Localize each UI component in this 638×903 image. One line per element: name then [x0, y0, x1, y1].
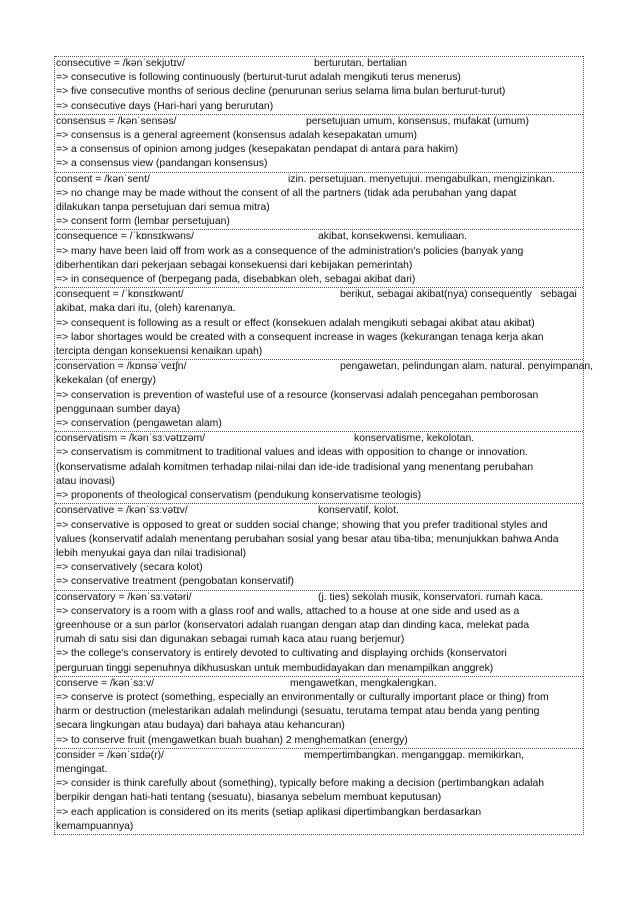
definition-line: atau inovasi) [56, 475, 115, 487]
dictionary-sheet [54, 56, 594, 835]
example-line: => consider is think carefully about (something), typically before making a decision (pertimbangkan adalah [56, 778, 545, 790]
headword-pronunciation: conservatory = /kənˈsɜːvətəri/ [56, 591, 192, 603]
headword-pronunciation: consequent = /ˈkɒnsɪkwənt/ [56, 289, 184, 301]
example-line: => conservation (pengawetan alam) [56, 418, 222, 430]
definition-line: mengingat. [56, 763, 108, 775]
dictionary-entry [55, 748, 583, 834]
example-line: => consent form (lembar persetujuan) [56, 216, 230, 228]
example-line: => many have been laid off from work as a consequence of the administration's policies (banyak yang [56, 245, 524, 257]
headword-pronunciation: conserve = /kənˈsɜːv/ [56, 677, 155, 689]
gloss-translation: akibat, konsekwensi. kemuliaan. [318, 231, 468, 243]
entry-headline [55, 749, 583, 763]
dictionary-entry [55, 676, 583, 748]
gloss-translation: berturutan. bertalian [314, 58, 407, 69]
headword-pronunciation: conservation = /kɒnsəˈveɪʃn/ [56, 361, 187, 373]
entry-headline [55, 57, 583, 71]
example-line: => the college's conservatory is entirely devoted to cultivating and displaying orchids (konservatori [56, 648, 507, 660]
example-line: => conserve is protect (something, especially an environmentally or culturally important place or thing) from [56, 691, 549, 703]
gloss-translation: izin. persetujuan. menyetujui. mengabulkan, mengizinkan. [288, 173, 555, 185]
definition-line: values (konservatif adalah menentang perubahan sosial yang besar atau tiba-tiba; menunjukkan bahwa Anda [56, 533, 559, 545]
example-line: => each application is considered on its merits (setiap aplikasi dipertimbangkan berdasarkan [56, 806, 482, 818]
definition-line: tercipta dengan konsekuensi kenaikan upah) [56, 346, 263, 358]
definition-line: dilakukan tanpa persetujuan dari semua mitra) [56, 202, 270, 214]
definition-line: perguruan tinggi sepenuhnya dikhususkan untuk membudidayakan dan menampilkan anggrek) [56, 662, 494, 674]
gloss-translation: (j. ties) sekolah musik, konservatori. rumah kaca. [318, 591, 544, 603]
entry-headline [55, 360, 594, 374]
definition-line: berpikir dengan hati-hati tentang (sesuatu), biasanya sebelum membuat keputusan) [56, 792, 442, 804]
definition-line: lebih menyukai gaya dan nilai tradisional) [56, 547, 247, 559]
example-line: => to conserve fruit (mengawetkan buah buahan) 2 menghematkan (energy) [56, 734, 408, 746]
example-line: => a consensus of opinion among judges (kesepakatan pendapat di antara para hakim) [56, 144, 459, 156]
example-line: => consequent is following as a result or effect (konsekuen adalah mengikuti sebagai akibat atau akibat) [56, 317, 535, 329]
definition-line: akibat, maka dari itu, (oleh) karenanya. [56, 303, 236, 315]
example-line: => labor shortages would be created with a consequent increase in wages (kekurangan tenaga kerja akan [56, 331, 544, 343]
headword-pronunciation: consecutive = /kənˈsekjʊtɪv/ [56, 58, 185, 69]
gloss-translation: persetujuan umum, konsensus, mufakat (umum) [306, 115, 529, 127]
gloss-translation: mempertimbangkan. menganggap. memikirkan, [304, 749, 525, 761]
dictionary-entry [55, 172, 583, 230]
example-line: => five consecutive months of serious decline (penurunan serius selama lima bulan berturut-turut) [56, 86, 506, 98]
headword-pronunciation: conservative = /kənˈsɜːvətɪv/ [56, 505, 188, 517]
dictionary-entry [55, 287, 583, 359]
example-line: => proponents of theological conservatism (pendukung konservatisme teologis) [56, 490, 422, 502]
gloss-translation: mengawetkan, mengkalengkan. [290, 677, 437, 689]
definition-line: harm or destruction (melestarikan adalah melindungi (sesuatu, terutama tempat atau benda yang penting [56, 706, 540, 718]
headword-pronunciation: consider = /kənˈsɪdə(r)/ [56, 749, 164, 761]
entry-headline [55, 115, 583, 129]
example-line: => conservative treatment (pengobatan konservatif) [56, 576, 294, 588]
dictionary-entry [55, 56, 583, 114]
example-line: => conservatively (secara kolot) [56, 562, 203, 574]
example-line: => in consequence of (berpegang pada, disebabkan oleh, sebagai akibat dari) [56, 274, 416, 286]
entry-headline [55, 173, 583, 187]
definition-line: kemampuannya) [56, 820, 134, 832]
definition-line: penggunaan sumber daya) [56, 403, 181, 415]
gloss-translation: konservatisme, kekolotan. [354, 433, 475, 445]
definition-line: rumah di satu sisi dan digunakan sebagai rumah kaca atau ruang berjemur) [56, 634, 405, 646]
example-line: => consensus is a general agreement (konsensus adalah kesepakatan umum) [56, 130, 418, 142]
headword-pronunciation: consent = /kənˈsent/ [56, 173, 150, 185]
entry-headline [55, 432, 583, 446]
dictionary-entry [55, 229, 583, 287]
entry-headline [55, 504, 583, 518]
example-line: => consecutive is following continuously (berturut-turut adalah mengikuti terus menerus) [56, 72, 461, 84]
entry-headline [55, 230, 583, 244]
definition-line: greenhouse or a sun parlor (konservatori adalah ruangan dengan atap dan dinding kaca, melekat pada [56, 619, 530, 631]
dictionary-entry [55, 431, 583, 503]
dictionary-entry [55, 114, 583, 172]
example-line: => a consensus view (pandangan konsensus) [56, 158, 268, 170]
gloss-translation: pengawetan, pelindungan alam. natural. penyimpanan, [340, 361, 594, 373]
headword-pronunciation: consensus = /kənˈsensəs/ [56, 115, 177, 127]
example-line: => conservatism is commitment to traditional values and ideas with opposition to change or innovation. [56, 447, 528, 459]
dictionary-entry [55, 590, 583, 676]
example-line: => conservatory is a room with a glass roof and walls, attached to a house at one side and used as a [56, 605, 520, 617]
example-line: => conservative is opposed to great or sudden social change; showing that you prefer traditional styles and [56, 519, 548, 531]
dictionary-entry [55, 359, 594, 431]
example-line: => no change may be made without the consent of all the partners (tidak ada perubahan yang dapat [56, 187, 517, 199]
entry-headline [55, 591, 583, 605]
dictionary-entry [55, 503, 583, 589]
example-line: => consecutive days (Hari-hari yang berurutan) [56, 100, 274, 112]
definition-line: kekekalan (of energy) [56, 375, 156, 387]
entry-headline [55, 288, 583, 302]
entry-headline [55, 677, 583, 691]
gloss-translation: konservatif, kolot. [318, 505, 399, 517]
headword-pronunciation: conservatism = /kənˈsɜːvətɪzəm/ [56, 433, 206, 445]
definition-line: (konservatisme adalah komitmen terhadap nilai-nilai dan ide-ide tradisional yang menentang perubahan [56, 461, 534, 473]
definition-line: secara lingkungan atau budaya) dari bahaya atau kehancuran) [56, 720, 345, 732]
headword-pronunciation: consequence = /ˈkɒnsɪkwəns/ [56, 231, 194, 243]
gloss-translation: berikut, sebagai akibat(nya) consequently sebagai [340, 289, 577, 301]
example-line: => conservation is prevention of wasteful use of a resource (konservasi adalah pencegahan pemborosan [56, 389, 539, 401]
definition-line: diberhentikan dari pekerjaan sebagai konsekuensi dari kebijakan pemerintah) [56, 259, 413, 271]
